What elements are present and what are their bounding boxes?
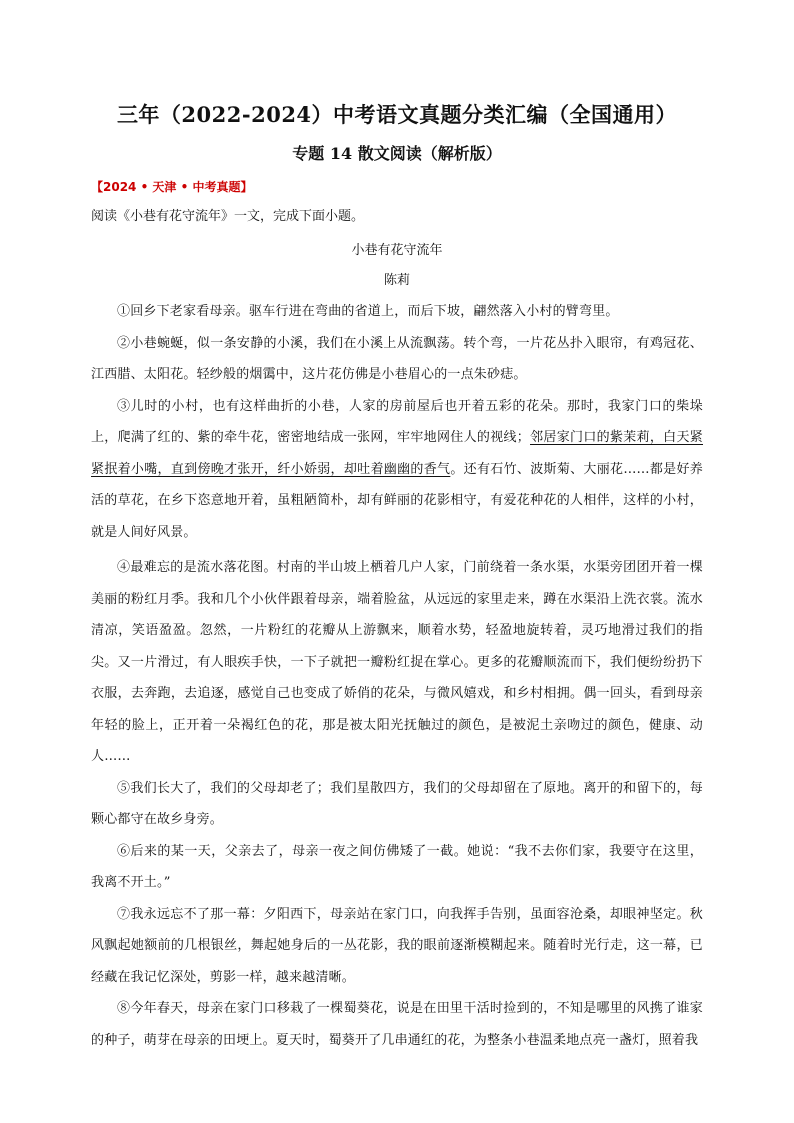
paragraph-3-text-before: ③儿时的小村，也有这样曲折的小巷，人家的房前屋后也开着五彩的花朵。那时，我家门口的柴垛上，爬满了红的、紫的牵牛花，密密地结成一张网，牢牢地网住人的视线；	[91, 398, 703, 445]
paragraph-6: ⑥后来的某一天，父亲去了，母亲一夜之间仿佛矮了一截。她说：“我不去你们家，我要守在这里，我离不开土。”	[91, 843, 703, 890]
paragraph-4: ④最难忘的是流水落花图。村南的半山坡上栖着几户人家，门前绕着一条水渠，水渠旁团团开着一棵美丽的粉红月季。我和几个小伙伴跟着母亲，端着脸盆，从远远的家里走来，蹲在水渠沿上洗衣裳。流水清凉，笑语盈盈。忽然，一片粉红的花瓣从上游飘来，顺着水势，轻盈地旋转着，灵巧地滑过我们的指尖。又一片滑过，有人眼疾手快，一下子就把一瓣粉红捉在掌心。更多的花瓣顺流而下，我们便纷纷扔下衣服，去奔跑，去追逐，感觉自己也变成了娇俏的花朵，与微风嬉戏，和乡村相拥。偶一回头，看到母亲年轻的脸上，正开着一朵褐红色的花，那是被太阳光抚触过的颜色，是被泥土亲吻过的颜色，健康、动人……	[91, 560, 703, 764]
paragraph-8: ⑧今年春天，母亲在家门口移栽了一棵蜀葵花，说是在田里干活时捡到的，不知是哪里的风携了谁家的种子，萌芽在母亲的田埂上。夏天时，蜀葵开了几串通红的花，为整条小巷温柔地点亮一盏灯，照着我	[91, 1001, 703, 1048]
paragraph-7: ⑦我永远忘不了那一幕：夕阳西下，母亲站在家门口，向我挥手告别，虽面容沧桑，却眼神坚定。秋风飘起她额前的几根银丝，舞起她身后的一丛花影，我的眼前逐渐模糊起来。随着时光行走，这一幕，已经藏在我记忆深处，剪影一样，越来越清晰。	[91, 906, 703, 985]
article-title: 小巷有花守流年	[351, 243, 443, 258]
paragraph-1: ①回乡下老家看母亲。驱车行进在弯曲的省道上，而后下坡，翩然落入小村的臂弯里。	[117, 304, 619, 319]
source-tag: 【2024 • 天津 • 中考真题】	[91, 180, 253, 194]
question-intro: 阅读《小巷有花守流年》一文，完成下面小题。	[91, 209, 365, 224]
main-title: 三年（2022-2024）中考语文真题分类汇编（全国通用）	[116, 102, 678, 127]
paragraph-2: ②小巷蜿蜒，似一条安静的小溪，我们在小溪上从流飘荡。转个弯，一片花丛扑入眼帘，有鸡冠花、江西腊、太阳花。轻纱般的烟霭中，这片花仿佛是小巷眉心的一点朱砂痣。	[91, 335, 703, 382]
underlined-sentence: 邻居家门口的紫茉莉，白天紧紧抿着小嘴，直到傍晚才张开，纤小娇弱，却吐着幽幽的香气	[91, 430, 703, 477]
paragraph-3	[91, 391, 703, 549]
sub-title: 专题 14 散文阅读（解析版）	[292, 144, 502, 163]
article-author: 陈莉	[383, 273, 410, 288]
paragraph-3-text-after: 。还有石竹、波斯菊、大丽花……都是好养活的草花，在乡下恣意地开着，虽粗陋简朴，却有鲜丽的花影相守，有爱花种花的人相伴，这样的小村，就是人间好风景。	[91, 461, 703, 540]
paragraph-5: ⑤我们长大了，我们的父母却老了；我们星散四方，我们的父母却留在了原地。离开的和留下的，每颗心都守在故乡身旁。	[91, 780, 703, 827]
